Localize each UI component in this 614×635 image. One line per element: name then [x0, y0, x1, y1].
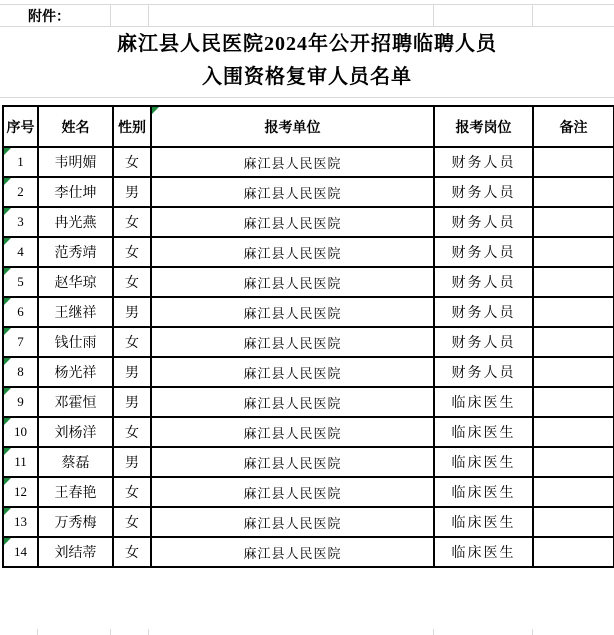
cell-gender[interactable]: [113, 357, 151, 387]
cell-no[interactable]: [3, 537, 38, 567]
cell-name-value: 冉光燕: [54, 214, 97, 230]
gridline: [0, 26, 614, 27]
cell-no[interactable]: [3, 297, 38, 327]
cell-no[interactable]: [3, 387, 38, 417]
roster-table: [2, 105, 614, 568]
header-cell-name[interactable]: [38, 106, 113, 147]
cell-unit-value: 麻江县人民医院: [243, 305, 342, 321]
cell-name[interactable]: [38, 297, 113, 327]
cell-unit-value: 麻江县人民医院: [243, 515, 342, 531]
cell-name[interactable]: [38, 207, 113, 237]
cell-position[interactable]: [434, 327, 533, 357]
table-row: [3, 477, 614, 507]
cell-unit-value: 麻江县人民医院: [243, 245, 342, 261]
cell-unit-value: 麻江县人民医院: [243, 185, 342, 201]
cell-gender-value: 女: [125, 424, 139, 440]
cell-gender-value: 女: [125, 214, 139, 230]
error-indicator-icon: [4, 178, 11, 185]
cell-no-value: 12: [14, 484, 27, 499]
cell-no-value: 1: [17, 154, 24, 169]
cell-name[interactable]: [38, 267, 113, 297]
cell-unit[interactable]: [151, 447, 434, 477]
cell-name-value: 韦明媚: [54, 154, 97, 170]
gridline: [433, 4, 434, 26]
cell-gender[interactable]: [113, 267, 151, 297]
cell-gender[interactable]: [113, 147, 151, 177]
cell-remark[interactable]: [533, 417, 614, 447]
header-label: 序号: [6, 118, 35, 135]
cell-unit-value: 麻江县人民医院: [243, 335, 342, 351]
attachment-label[interactable]: 附件：: [28, 10, 70, 25]
cell-unit-value: 麻江县人民医院: [243, 545, 342, 561]
cell-position[interactable]: [434, 417, 533, 447]
cell-no[interactable]: [3, 267, 38, 297]
cell-no-value: 10: [14, 424, 27, 439]
cell-unit-value: 麻江县人民医院: [243, 425, 342, 441]
header-label: 报考岗位: [455, 118, 512, 135]
cell-position-value: 临床医生: [451, 486, 516, 501]
cell-unit[interactable]: [151, 237, 434, 267]
cell-name[interactable]: [38, 327, 113, 357]
cell-name[interactable]: [38, 507, 113, 537]
cell-gender-value: 男: [125, 184, 139, 200]
cell-position[interactable]: [434, 507, 533, 537]
cell-gender-value: 女: [125, 244, 139, 260]
cell-position-value: 财务人员: [451, 186, 516, 201]
cell-gender[interactable]: [113, 507, 151, 537]
header-cell-no[interactable]: [3, 106, 38, 147]
cell-name-value: 刘结蒂: [54, 544, 97, 560]
error-indicator-icon: [4, 208, 11, 215]
cell-name-value: 邓霍恒: [54, 394, 97, 410]
cell-unit-value: 麻江县人民医院: [243, 395, 342, 411]
header-cell-remark[interactable]: [533, 106, 614, 147]
cell-no[interactable]: [3, 327, 38, 357]
cell-remark[interactable]: [533, 477, 614, 507]
cell-name-value: 刘杨洋: [54, 424, 97, 440]
cell-name[interactable]: [38, 477, 113, 507]
table-row: [3, 417, 614, 447]
cell-position-value: 财务人员: [451, 156, 516, 171]
cell-remark[interactable]: [533, 537, 614, 567]
error-indicator-icon: [4, 418, 11, 425]
cell-name-value: 王继祥: [54, 304, 97, 320]
table-row: [3, 237, 614, 267]
table-row: [3, 147, 614, 177]
cell-gender[interactable]: [113, 537, 151, 567]
header-cell-gender[interactable]: [113, 106, 151, 147]
cell-position-value: 临床医生: [451, 546, 516, 561]
table-row: [3, 357, 614, 387]
cell-no-value: 2: [17, 184, 24, 199]
cell-gender[interactable]: [113, 177, 151, 207]
cell-gender-value: 女: [125, 544, 139, 560]
header-label: 姓名: [61, 118, 90, 135]
document-title-line1: 麻江县人民医院2024年公开招聘临聘人员: [117, 33, 497, 55]
cell-position[interactable]: [434, 237, 533, 267]
cell-gender-value: 男: [125, 394, 139, 410]
cell-name[interactable]: [38, 177, 113, 207]
gridline: [0, 4, 614, 5]
cell-name-value: 钱仕雨: [54, 334, 97, 350]
cell-position-value: 临床医生: [451, 426, 516, 441]
cell-unit-value: 麻江县人民医院: [243, 365, 342, 381]
cell-gender[interactable]: [113, 207, 151, 237]
gridline: [37, 629, 38, 635]
cell-unit[interactable]: [151, 477, 434, 507]
cell-position-value: 财务人员: [451, 366, 516, 381]
error-indicator-icon: [4, 448, 11, 455]
header-cell-position[interactable]: [434, 106, 533, 147]
header-row: [3, 106, 614, 147]
cell-gender[interactable]: [113, 297, 151, 327]
cell-gender[interactable]: [113, 417, 151, 447]
table-row: [3, 297, 614, 327]
table-row: [3, 537, 614, 567]
cell-position-value: 临床医生: [451, 516, 516, 531]
cell-name-value: 万秀梅: [54, 514, 97, 530]
cell-name[interactable]: [38, 417, 113, 447]
cell-unit[interactable]: [151, 507, 434, 537]
roster-table-body: [3, 147, 614, 567]
error-indicator-icon: [4, 388, 11, 395]
error-indicator-icon: [4, 538, 11, 545]
cell-name[interactable]: [38, 237, 113, 267]
document-title[interactable]: [0, 28, 614, 94]
cell-position[interactable]: [434, 177, 533, 207]
cell-no[interactable]: [3, 417, 38, 447]
cell-remark[interactable]: [533, 357, 614, 387]
gridline: [0, 97, 614, 98]
gridline: [148, 629, 149, 635]
gridline: [433, 629, 434, 635]
cell-unit[interactable]: [151, 417, 434, 447]
cell-position-value: 财务人员: [451, 246, 516, 261]
cell-position[interactable]: [434, 447, 533, 477]
table-row: [3, 207, 614, 237]
cell-gender-value: 男: [125, 364, 139, 380]
cell-gender[interactable]: [113, 237, 151, 267]
cell-no[interactable]: [3, 357, 38, 387]
cell-remark[interactable]: [533, 147, 614, 177]
cell-no[interactable]: [3, 507, 38, 537]
cell-gender-value: 女: [125, 514, 139, 530]
table-row: [3, 387, 614, 417]
error-indicator-icon: [4, 358, 11, 365]
error-indicator-icon: [4, 508, 11, 515]
cell-unit-value: 麻江县人民医院: [243, 215, 342, 231]
cell-gender[interactable]: [113, 387, 151, 417]
error-indicator-icon: [4, 298, 11, 305]
header-label: 性别: [118, 118, 146, 135]
cell-unit-value: 麻江县人民医院: [243, 455, 342, 471]
cell-no-value: 14: [14, 544, 27, 559]
cell-gender-value: 女: [125, 274, 139, 290]
cell-unit[interactable]: [151, 207, 434, 237]
cell-no-value: 5: [17, 274, 24, 289]
cell-name[interactable]: [38, 357, 113, 387]
error-indicator-icon: [4, 268, 11, 275]
cell-no-value: 3: [17, 214, 24, 229]
cell-name-value: 李仕坤: [54, 184, 97, 200]
error-indicator-icon: [4, 148, 11, 155]
cell-position-value: 临床医生: [451, 396, 516, 411]
cell-gender-value: 女: [125, 334, 139, 350]
cell-position[interactable]: [434, 477, 533, 507]
cell-unit[interactable]: [151, 357, 434, 387]
gridline: [532, 4, 533, 26]
cell-no[interactable]: [3, 477, 38, 507]
cell-no[interactable]: [3, 147, 38, 177]
cell-name[interactable]: [38, 447, 113, 477]
gridline: [110, 4, 111, 26]
cell-remark[interactable]: [533, 387, 614, 417]
cell-position-value: 财务人员: [451, 276, 516, 291]
cell-no-value: 4: [17, 244, 24, 259]
error-indicator-icon: [4, 328, 11, 335]
cell-name-value: 杨光祥: [54, 364, 97, 380]
error-indicator-icon: [4, 478, 11, 485]
cell-no[interactable]: [3, 447, 38, 477]
gridline: [532, 629, 533, 635]
table-row: [3, 177, 614, 207]
cell-no-value: 11: [14, 454, 27, 469]
cell-gender-value: 女: [125, 484, 139, 500]
cell-no[interactable]: [3, 207, 38, 237]
table-row: [3, 447, 614, 477]
cell-remark[interactable]: [533, 267, 614, 297]
table-row: [3, 327, 614, 357]
error-indicator-icon: [4, 238, 11, 245]
gridline: [148, 4, 149, 26]
cell-gender-value: 男: [125, 304, 139, 320]
cell-no-value: 13: [14, 514, 27, 529]
cell-unit-value: 麻江县人民医院: [243, 155, 342, 171]
cell-position[interactable]: [434, 537, 533, 567]
cell-name-value: 范秀靖: [54, 244, 97, 260]
cell-unit-value: 麻江县人民医院: [243, 485, 342, 501]
cell-name-value: 赵华琼: [54, 274, 97, 290]
cell-gender-value: 男: [125, 454, 139, 470]
cell-remark[interactable]: [533, 447, 614, 477]
document-title-line2: 入围资格复审人员名单: [202, 66, 412, 88]
cell-position[interactable]: [434, 267, 533, 297]
cell-unit[interactable]: [151, 387, 434, 417]
cell-name[interactable]: [38, 537, 113, 567]
cell-unit[interactable]: [151, 147, 434, 177]
cell-remark[interactable]: [533, 177, 614, 207]
cell-position[interactable]: [434, 387, 533, 417]
cell-no-value: 7: [17, 334, 24, 349]
cell-position-value: 财务人员: [451, 336, 516, 351]
cell-remark[interactable]: [533, 207, 614, 237]
cell-remark[interactable]: [533, 507, 614, 537]
cell-gender[interactable]: [113, 477, 151, 507]
gridline: [110, 629, 111, 635]
cell-gender[interactable]: [113, 327, 151, 357]
cell-no[interactable]: [3, 237, 38, 267]
cell-no[interactable]: [3, 177, 38, 207]
cell-unit[interactable]: [151, 537, 434, 567]
cell-position[interactable]: [434, 297, 533, 327]
cell-gender[interactable]: [113, 447, 151, 477]
table-row: [3, 507, 614, 537]
header-cell-unit[interactable]: [151, 106, 434, 147]
cell-no-value: 9: [17, 394, 24, 409]
cell-position-value: 财务人员: [451, 216, 516, 231]
cell-no-value: 6: [17, 304, 24, 319]
cell-name[interactable]: [38, 387, 113, 417]
cell-name-value: 蔡磊: [61, 454, 90, 470]
error-indicator-icon: [152, 107, 159, 114]
cell-position[interactable]: [434, 357, 533, 387]
cell-position[interactable]: [434, 207, 533, 237]
cell-unit[interactable]: [151, 267, 434, 297]
cell-unit[interactable]: [151, 177, 434, 207]
cell-no-value: 8: [17, 364, 24, 379]
header-label: 备注: [559, 118, 588, 135]
header-label: 报考单位: [264, 118, 321, 135]
cell-position[interactable]: [434, 147, 533, 177]
cell-unit[interactable]: [151, 327, 434, 357]
cell-gender-value: 女: [125, 154, 139, 170]
cell-remark[interactable]: [533, 237, 614, 267]
cell-remark[interactable]: [533, 327, 614, 357]
cell-name-value: 王春艳: [54, 484, 97, 500]
cell-unit[interactable]: [151, 297, 434, 327]
cell-remark[interactable]: [533, 297, 614, 327]
cell-name[interactable]: [38, 147, 113, 177]
cell-position-value: 财务人员: [451, 306, 516, 321]
table-row: [3, 267, 614, 297]
cell-unit-value: 麻江县人民医院: [243, 275, 342, 291]
cell-position-value: 临床医生: [451, 456, 516, 471]
